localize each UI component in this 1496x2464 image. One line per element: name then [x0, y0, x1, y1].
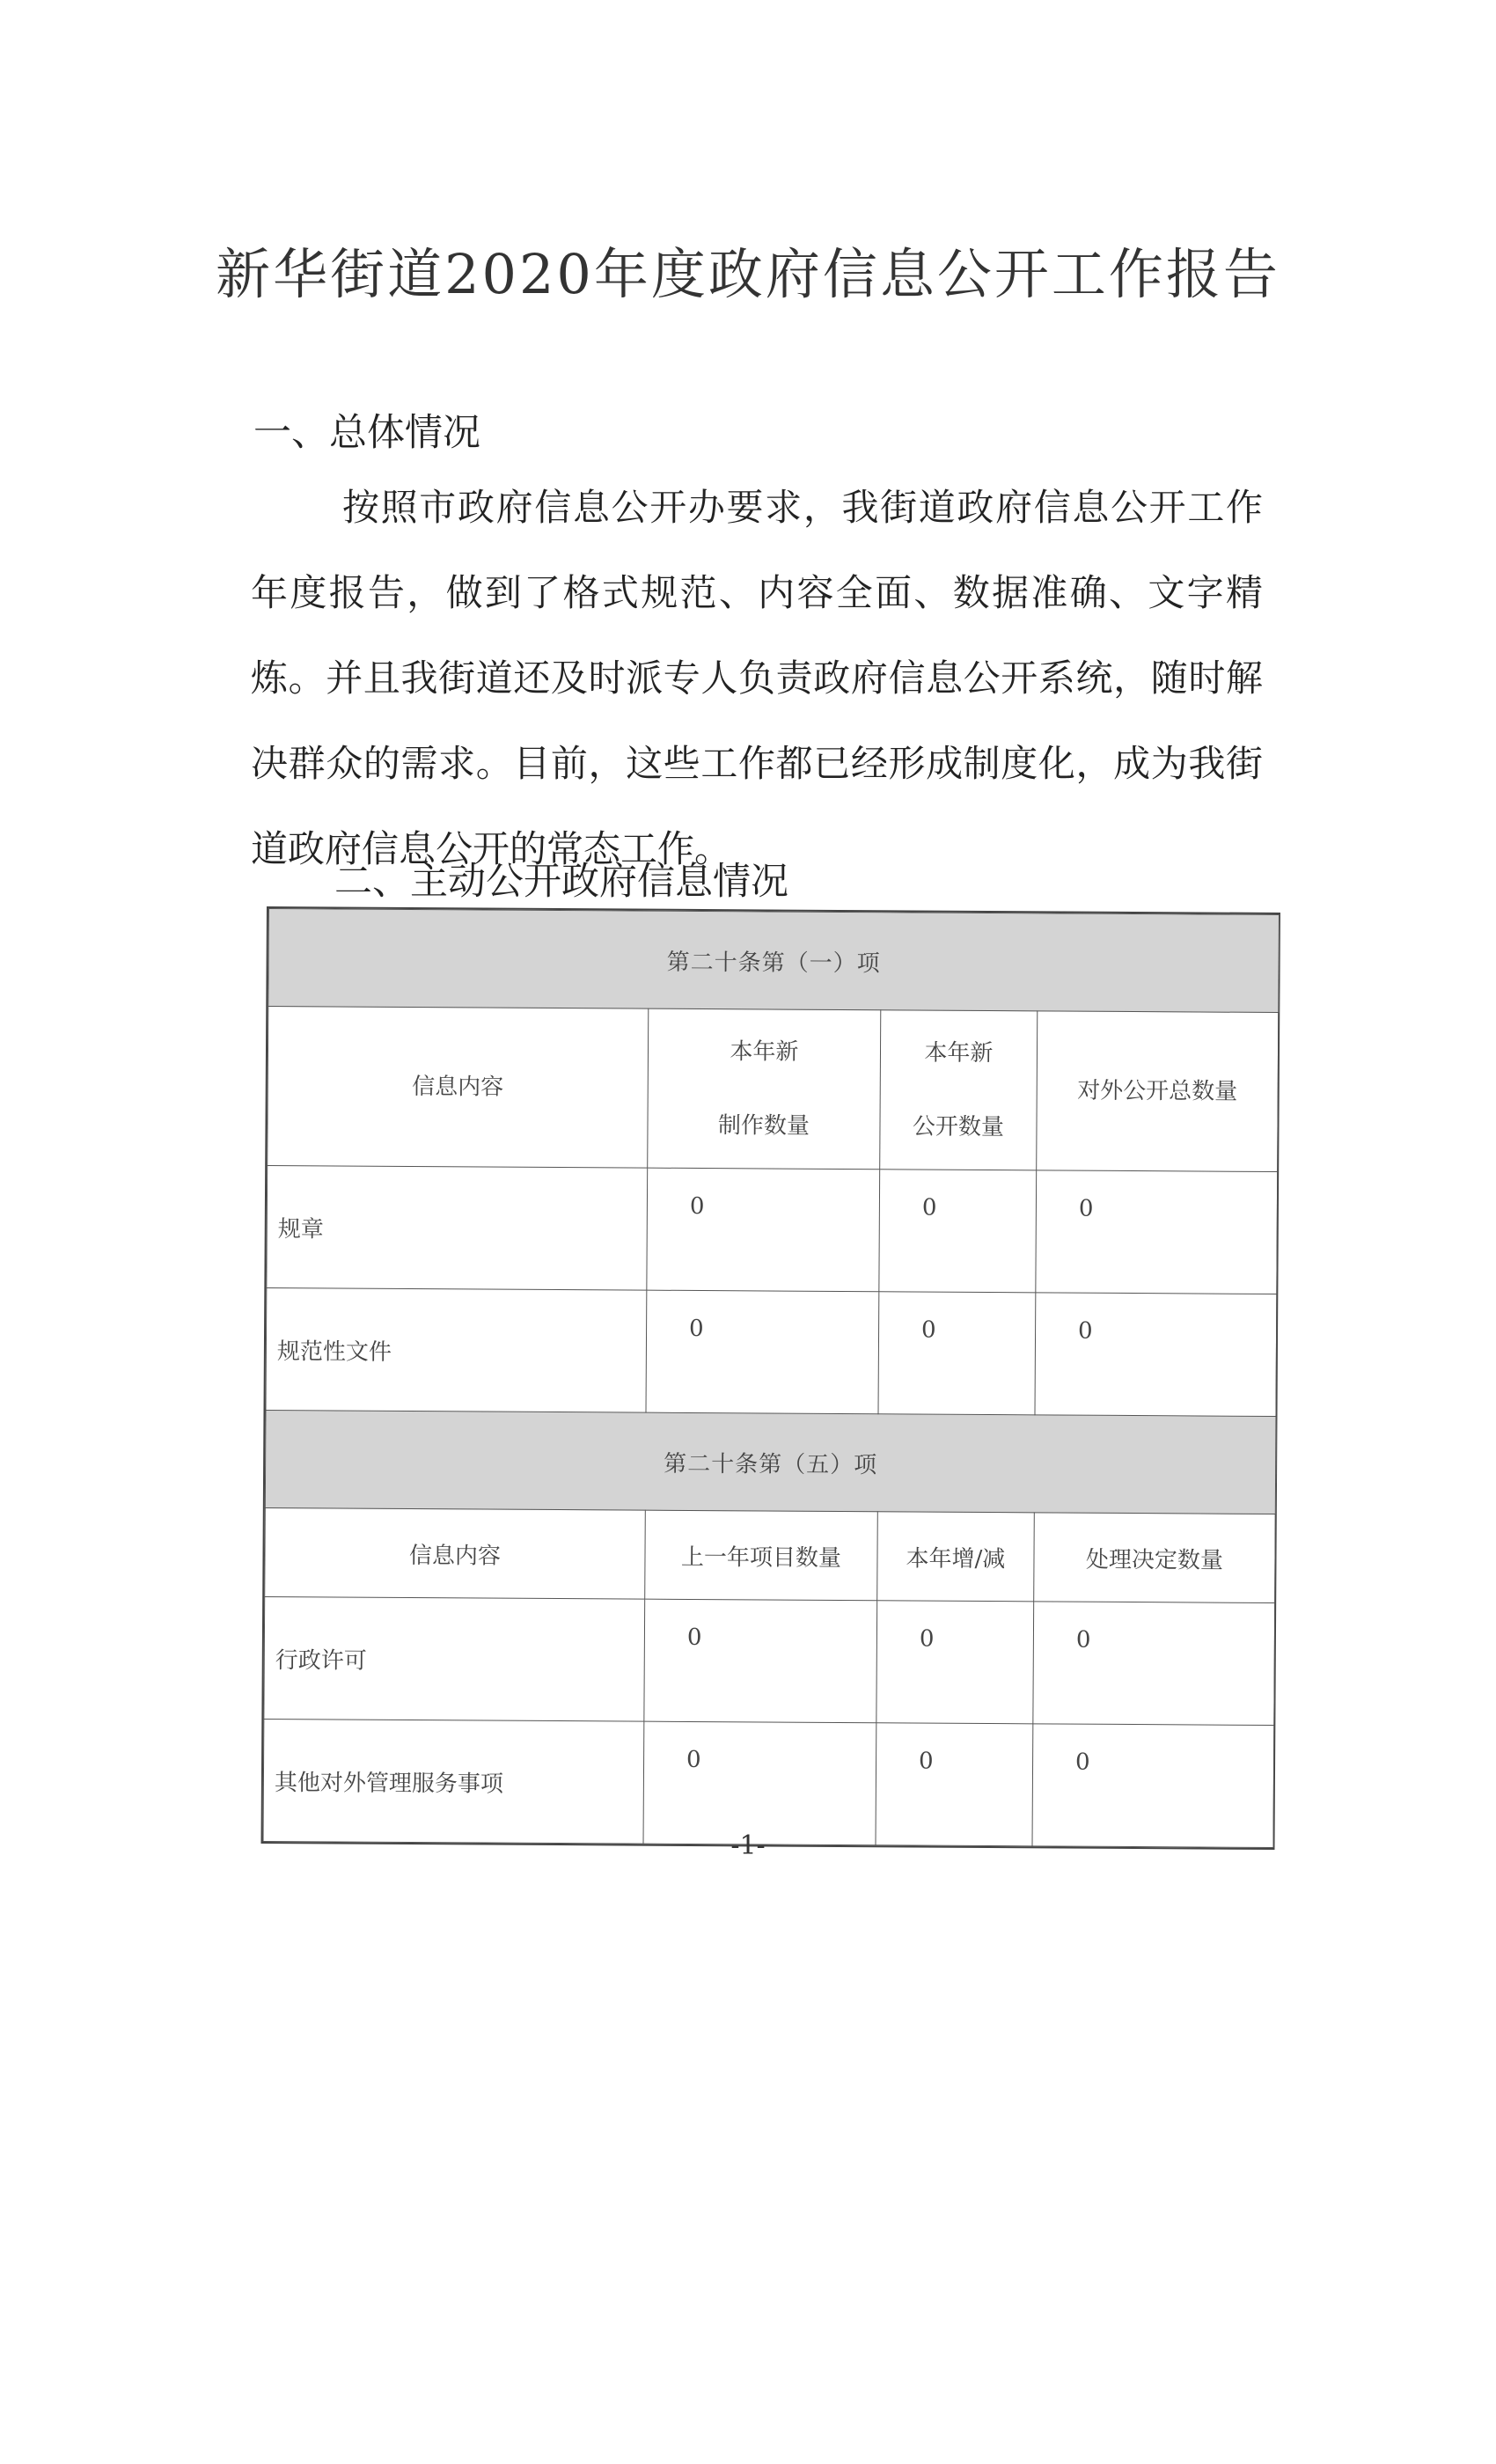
section-heading-disclosure: 二、主动公开政府信息情况: [334, 860, 788, 904]
block2-title: 第二十条第（五）项: [265, 1411, 1276, 1514]
table-row: [267, 1166, 1278, 1294]
column-header-line: 公开数量: [912, 1113, 1005, 1141]
row-label: 规章: [267, 1166, 648, 1291]
column-header: [880, 1010, 1038, 1170]
table-row: [264, 1597, 1275, 1726]
disclosure-table: [260, 906, 1280, 1850]
table-row: [266, 1288, 1277, 1417]
block1-title: 第二十条第（一）项: [268, 909, 1280, 1013]
cell-value: 0: [1032, 1724, 1274, 1848]
column-header: 信息内容: [268, 1007, 649, 1169]
cell-value: 0: [643, 1721, 876, 1845]
cell-value: 0: [1035, 1293, 1277, 1417]
disclosure-table-grid: [263, 908, 1280, 1848]
page-title: 新华街道2020年度政府信息公开工作报告: [216, 242, 1280, 306]
cell-value: 0: [647, 1168, 880, 1292]
cell-value: 0: [646, 1290, 879, 1414]
table-section-header: [265, 1411, 1276, 1514]
row-label: 行政许可: [264, 1597, 645, 1722]
cell-value: 0: [879, 1170, 1037, 1293]
section-heading-overview: 一、总体情况: [253, 411, 480, 455]
column-header-line: 本年新: [924, 1039, 994, 1067]
cell-value: 0: [876, 1601, 1034, 1724]
column-header: 上一年项目数量: [645, 1510, 878, 1601]
row-label: 其他对外管理服务事项: [263, 1719, 644, 1844]
cell-value: 0: [644, 1599, 877, 1723]
column-header-line: 本年新: [730, 1038, 799, 1066]
cell-value: 0: [878, 1292, 1036, 1415]
column-header: 本年增/减: [877, 1512, 1035, 1602]
column-header: 对外公开总数量: [1037, 1011, 1279, 1172]
table-header-row: [265, 1508, 1276, 1603]
row-label: 规范性文件: [266, 1288, 647, 1413]
column-header: 处理决定数量: [1034, 1513, 1276, 1603]
column-header-line: 制作数量: [717, 1112, 810, 1140]
table-row: [263, 1719, 1274, 1847]
page-number: -1-: [730, 1830, 766, 1861]
cell-value: 0: [876, 1723, 1033, 1846]
cell-value: 0: [1036, 1170, 1278, 1294]
column-header: 信息内容: [265, 1508, 646, 1600]
table-section-header: [268, 909, 1280, 1013]
table-header-row: [268, 1007, 1279, 1172]
column-header: [648, 1008, 881, 1170]
overview-paragraph: 按照市政府信息公开办要求，我街道政府信息公开工作年度报告，做到了格式规范、内容全面、数据准确、文字精炼。并且我街道还及时派专人负责政府信息公开系统，随时解决群众的需求。目前，这些工作都已经形成制度化，成为我街道政府信息公开的常态工作。: [251, 486, 1263, 870]
cell-value: 0: [1033, 1602, 1275, 1726]
